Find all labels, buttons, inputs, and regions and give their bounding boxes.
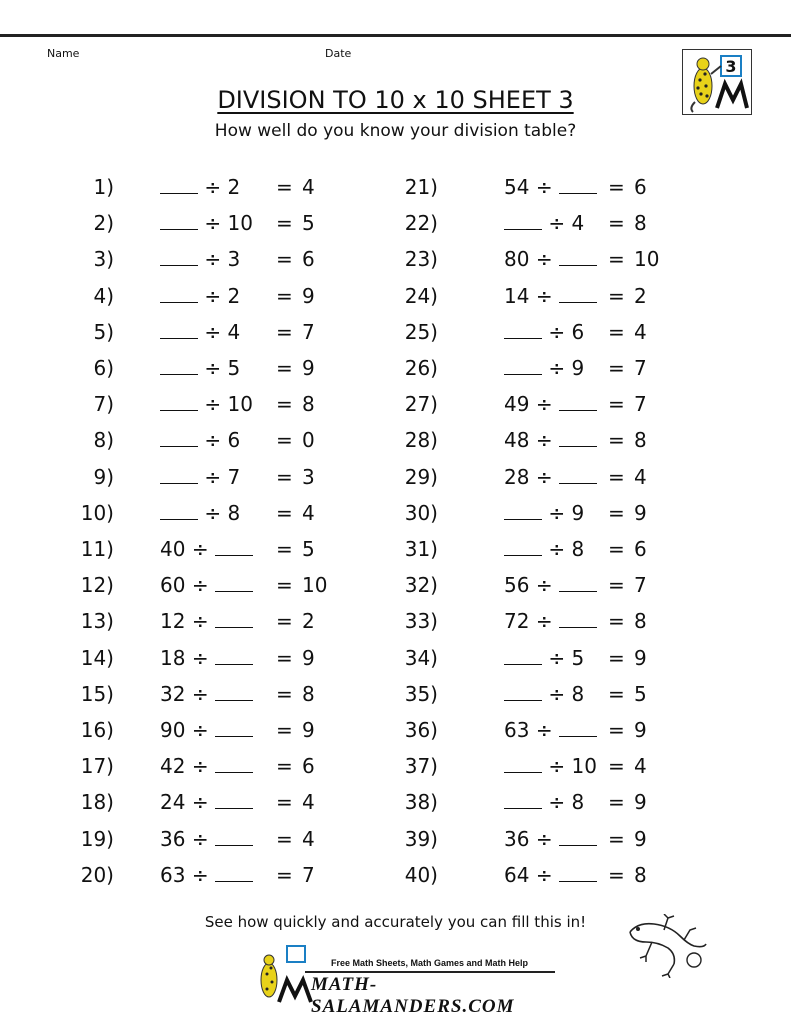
divide-sign: ÷ — [191, 609, 209, 634]
equals-sign: = — [276, 500, 293, 525]
divisor-value: 8 — [571, 537, 585, 561]
equals-sign: = — [276, 356, 293, 380]
result-value: 0 — [302, 428, 315, 453]
question-expression — [504, 242, 597, 276]
question-number: 33) — [404, 609, 438, 634]
question-number: 13) — [80, 609, 114, 634]
answer-blank[interactable] — [559, 280, 597, 303]
divide-sign: ÷ — [204, 319, 222, 344]
answer-blank[interactable] — [559, 388, 597, 411]
question-number: 28) — [404, 428, 438, 453]
equals-sign: = — [276, 175, 293, 199]
answer-blank[interactable] — [504, 207, 542, 230]
result-value: 9 — [634, 826, 647, 851]
equals-sign: = — [608, 862, 625, 887]
divide-sign: ÷ — [191, 573, 209, 598]
equals-sign: = — [276, 247, 293, 272]
dividend-value: 18 — [160, 645, 186, 670]
equals-sign: = — [608, 754, 625, 779]
divide-sign: ÷ — [535, 862, 553, 887]
question-row — [0, 641, 791, 677]
question-row — [0, 460, 791, 496]
equals-sign: = — [608, 573, 625, 598]
equals-sign: = — [276, 790, 293, 815]
divide-sign: ÷ — [191, 645, 209, 670]
divide-sign: ÷ — [204, 392, 222, 417]
equals-sign: = — [608, 356, 625, 380]
question-number: 16) — [80, 718, 114, 742]
divide-sign: ÷ — [548, 356, 566, 380]
divide-sign: ÷ — [191, 681, 209, 706]
answer-blank[interactable] — [559, 859, 597, 882]
question-row — [0, 423, 791, 459]
divide-sign: ÷ — [204, 500, 222, 525]
question-grid — [0, 170, 791, 890]
question-row — [0, 279, 791, 315]
result-value: 9 — [302, 718, 315, 742]
dividend-value: 64 — [504, 862, 530, 887]
result-value: 6 — [634, 175, 647, 199]
dividend-value: 28 — [504, 464, 530, 489]
grade-badge: 3 — [725, 57, 737, 76]
divide-sign: ÷ — [535, 573, 553, 598]
question-number: 30) — [404, 500, 438, 525]
footer-tagline: Free Math Sheets, Math Games and Math Help — [331, 958, 529, 968]
dividend-value: 40 — [160, 537, 186, 561]
divisor-value: 10 — [571, 754, 597, 779]
divisor-value: 7 — [227, 464, 241, 489]
divide-sign: ÷ — [535, 175, 553, 199]
result-value: 9 — [302, 283, 315, 308]
result-value: 4 — [634, 754, 647, 779]
question-row — [0, 749, 791, 785]
question-number: 29) — [404, 464, 438, 489]
equals-sign: = — [608, 790, 625, 815]
question-number: 14) — [80, 645, 114, 670]
answer-blank[interactable] — [559, 605, 597, 628]
question-number: 19) — [80, 826, 114, 851]
divisor-value: 8 — [571, 681, 585, 706]
divide-sign: ÷ — [548, 754, 566, 779]
result-value: 5 — [634, 681, 647, 706]
question-row — [0, 496, 791, 532]
result-value: 8 — [634, 211, 647, 236]
equals-sign: = — [608, 319, 625, 344]
equals-sign: = — [276, 319, 293, 344]
top-rule — [0, 34, 791, 37]
divide-sign: ÷ — [548, 790, 566, 815]
equals-sign: = — [276, 283, 293, 308]
equals-sign: = — [608, 247, 625, 272]
question-number: 10) — [80, 500, 114, 525]
result-value: 6 — [302, 247, 315, 272]
question-expression — [504, 351, 584, 385]
equals-sign: = — [276, 754, 293, 779]
divide-sign: ÷ — [535, 718, 553, 742]
dividend-value: 49 — [504, 392, 530, 417]
equals-sign: = — [276, 428, 293, 453]
equals-sign: = — [276, 392, 293, 417]
answer-blank[interactable] — [504, 533, 542, 556]
divisor-value: 6 — [571, 319, 585, 344]
dividend-value: 36 — [504, 826, 530, 851]
question-row — [0, 242, 791, 278]
question-number: 17) — [80, 754, 114, 779]
question-number: 11) — [80, 537, 114, 561]
divide-sign: ÷ — [535, 247, 553, 272]
divisor-value: 3 — [227, 247, 241, 272]
question-expression — [504, 423, 597, 457]
divide-sign: ÷ — [548, 319, 566, 344]
result-value: 3 — [302, 464, 315, 489]
question-expression — [504, 496, 584, 530]
equals-sign: = — [276, 537, 293, 561]
divide-sign: ÷ — [535, 283, 553, 308]
dividend-value: 14 — [504, 283, 530, 308]
question-number: 40) — [404, 862, 438, 887]
dividend-value: 12 — [160, 609, 186, 634]
equals-sign: = — [276, 826, 293, 851]
result-value: 10 — [634, 247, 660, 272]
question-number: 8) — [93, 428, 114, 453]
result-value: 8 — [634, 862, 647, 887]
divide-sign: ÷ — [191, 718, 209, 742]
dividend-value: 63 — [504, 718, 530, 742]
equals-sign: = — [276, 609, 293, 634]
answer-blank[interactable] — [504, 497, 542, 520]
dividend-value: 42 — [160, 754, 186, 779]
equals-sign: = — [608, 283, 625, 308]
answer-blank[interactable] — [504, 786, 542, 809]
question-row — [0, 315, 791, 351]
dividend-value: 60 — [160, 573, 186, 598]
question-row — [0, 170, 791, 206]
equals-sign: = — [608, 718, 625, 742]
dividend-value: 80 — [504, 247, 530, 272]
divisor-value: 2 — [227, 283, 241, 308]
question-row — [0, 604, 791, 640]
question-number: 24) — [404, 283, 438, 308]
divisor-value: 2 — [227, 175, 241, 199]
result-value: 8 — [302, 392, 315, 417]
result-value: 9 — [302, 356, 315, 380]
answer-blank[interactable] — [559, 461, 597, 484]
equals-sign: = — [276, 681, 293, 706]
question-number: 21) — [404, 175, 438, 199]
question-number: 36) — [404, 718, 438, 742]
result-value: 2 — [302, 609, 315, 634]
divide-sign: ÷ — [204, 175, 222, 199]
divisor-value: 4 — [571, 211, 585, 236]
divisor-value: 8 — [227, 500, 241, 525]
question-number: 39) — [404, 826, 438, 851]
divide-sign: ÷ — [535, 464, 553, 489]
question-expression — [504, 641, 584, 675]
equals-sign: = — [608, 428, 625, 453]
result-value: 4 — [634, 464, 647, 489]
date-label: Date — [325, 47, 352, 60]
salamander-logo-icon — [257, 944, 317, 1004]
result-value: 5 — [302, 211, 315, 236]
footer-logo[interactable] — [257, 944, 557, 1017]
answer-blank[interactable] — [559, 569, 597, 592]
equals-sign: = — [276, 862, 293, 887]
question-expression — [504, 713, 597, 747]
dividend-value: 90 — [160, 718, 186, 742]
question-number: 27) — [404, 392, 438, 417]
question-row — [0, 387, 791, 423]
equals-sign: = — [276, 211, 293, 236]
equals-sign: = — [608, 826, 625, 851]
question-expression — [504, 279, 597, 313]
answer-blank[interactable] — [559, 243, 597, 266]
divide-sign: ÷ — [191, 826, 209, 851]
question-number: 25) — [404, 319, 438, 344]
question-expression — [504, 858, 597, 892]
result-value: 6 — [634, 537, 647, 561]
result-value: 4 — [302, 175, 315, 199]
question-number: 7) — [93, 392, 114, 417]
result-value: 7 — [302, 862, 315, 887]
dividend-value: 32 — [160, 681, 186, 706]
result-value: 9 — [634, 500, 647, 525]
divide-sign: ÷ — [191, 754, 209, 779]
question-row — [0, 713, 791, 749]
question-row — [0, 206, 791, 242]
divide-sign: ÷ — [535, 392, 553, 417]
divide-sign: ÷ — [204, 464, 222, 489]
equals-sign: = — [608, 500, 625, 525]
divide-sign: ÷ — [191, 537, 209, 561]
equals-sign: = — [608, 175, 625, 199]
result-value: 8 — [634, 428, 647, 453]
equals-sign: = — [276, 645, 293, 670]
question-row — [0, 858, 791, 894]
result-value: 8 — [634, 609, 647, 634]
question-number: 32) — [404, 573, 438, 598]
divisor-value: 4 — [227, 319, 241, 344]
page-title: DIVISION TO 10 x 10 SHEET 3 — [217, 86, 574, 114]
question-row — [0, 568, 791, 604]
footer-divider — [305, 971, 555, 973]
result-value: 4 — [634, 319, 647, 344]
answer-blank[interactable] — [504, 352, 542, 375]
result-value: 7 — [302, 319, 315, 344]
equals-sign: = — [608, 464, 625, 489]
answer-blank[interactable] — [504, 642, 542, 665]
question-number: 18) — [80, 790, 114, 815]
divide-sign: ÷ — [535, 609, 553, 634]
equals-sign: = — [608, 645, 625, 670]
question-number: 15) — [80, 681, 114, 706]
result-value: 8 — [302, 681, 315, 706]
question-row — [0, 351, 791, 387]
divide-sign: ÷ — [204, 211, 222, 236]
result-value: 4 — [302, 790, 315, 815]
question-expression — [504, 749, 597, 783]
question-number: 34) — [404, 645, 438, 670]
dividend-value: 72 — [504, 609, 530, 634]
dividend-value: 54 — [504, 175, 530, 199]
result-value: 7 — [634, 573, 647, 598]
divide-sign: ÷ — [535, 826, 553, 851]
question-number: 35) — [404, 681, 438, 706]
question-row — [0, 677, 791, 713]
dividend-value: 48 — [504, 428, 530, 453]
divisor-value: 9 — [571, 500, 585, 525]
dividend-value: 63 — [160, 862, 186, 887]
lizard-icon — [624, 914, 708, 978]
answer-blank[interactable] — [559, 714, 597, 737]
question-expression — [504, 315, 584, 349]
dividend-value: 36 — [160, 826, 186, 851]
question-number: 3) — [93, 247, 114, 272]
divide-sign: ÷ — [204, 356, 222, 380]
name-label: Name — [47, 47, 80, 60]
divide-sign: ÷ — [535, 428, 553, 453]
question-number: 12) — [80, 573, 114, 598]
question-number: 4) — [93, 283, 114, 308]
divisor-value: 6 — [227, 428, 241, 453]
answer-blank[interactable] — [504, 678, 542, 701]
answer-blank[interactable] — [559, 823, 597, 846]
divide-sign: ÷ — [204, 428, 222, 453]
equals-sign: = — [276, 464, 293, 489]
result-value: 9 — [302, 645, 315, 670]
question-expression — [504, 170, 597, 204]
question-number: 26) — [404, 356, 438, 380]
result-value: 5 — [302, 537, 315, 561]
divide-sign: ÷ — [548, 645, 566, 670]
question-expression — [504, 604, 597, 638]
divide-sign: ÷ — [191, 790, 209, 815]
question-number: 38) — [404, 790, 438, 815]
question-expression — [504, 822, 597, 856]
result-value: 7 — [634, 392, 647, 417]
question-number: 23) — [404, 247, 438, 272]
result-value: 9 — [634, 790, 647, 815]
result-value: 2 — [634, 283, 647, 308]
question-expression — [504, 785, 584, 819]
answer-blank[interactable] — [504, 316, 542, 339]
answer-blank[interactable] — [504, 750, 542, 773]
equals-sign: = — [276, 718, 293, 742]
equals-sign: = — [608, 537, 625, 561]
question-expression — [504, 568, 597, 602]
footer-text: See how quickly and accurately you can fill this in! — [204, 913, 587, 931]
result-value: 7 — [634, 356, 647, 380]
question-number: 20) — [80, 862, 114, 887]
divisor-value: 5 — [227, 356, 241, 380]
dividend-value: 56 — [504, 573, 530, 598]
question-row — [0, 822, 791, 858]
result-value: 9 — [634, 718, 647, 742]
divide-sign: ÷ — [548, 500, 566, 525]
divisor-value: 10 — [227, 211, 253, 236]
divide-sign: ÷ — [204, 283, 222, 308]
divide-sign: ÷ — [548, 681, 566, 706]
question-number: 2) — [93, 211, 114, 236]
divide-sign: ÷ — [548, 537, 566, 561]
equals-sign: = — [608, 211, 625, 236]
divisor-value: 9 — [571, 356, 585, 380]
question-expression — [504, 206, 584, 240]
divisor-value: 5 — [571, 645, 585, 670]
divide-sign: ÷ — [191, 862, 209, 887]
question-number: 5) — [93, 319, 114, 344]
answer-blank[interactable] — [559, 424, 597, 447]
divisor-value: 10 — [227, 392, 253, 417]
question-row — [0, 785, 791, 821]
divide-sign: ÷ — [204, 247, 222, 272]
page-subtitle: How well do you know your division table? — [214, 121, 577, 141]
equals-sign: = — [276, 573, 293, 598]
result-value: 6 — [302, 754, 315, 779]
question-row — [0, 532, 791, 568]
result-value: 4 — [302, 500, 315, 525]
equals-sign: = — [608, 392, 625, 417]
question-number: 37) — [404, 754, 438, 779]
equals-sign: = — [608, 609, 625, 634]
result-value: 4 — [302, 826, 315, 851]
question-expression — [504, 460, 597, 494]
question-expression — [504, 387, 597, 421]
question-number: 9) — [93, 464, 114, 489]
question-number: 6) — [93, 356, 114, 380]
result-value: 9 — [634, 645, 647, 670]
result-value: 10 — [302, 573, 328, 598]
question-expression — [504, 677, 584, 711]
question-number: 1) — [93, 175, 114, 199]
answer-blank[interactable] — [559, 171, 597, 194]
divide-sign: ÷ — [548, 211, 566, 236]
question-number: 22) — [404, 211, 438, 236]
footer-brand: MATH-SALAMANDERS.COM — [311, 974, 515, 1017]
divisor-value: 8 — [571, 790, 585, 815]
question-expression — [504, 532, 584, 566]
dividend-value: 24 — [160, 790, 186, 815]
question-number: 31) — [404, 537, 438, 561]
equals-sign: = — [608, 681, 625, 706]
